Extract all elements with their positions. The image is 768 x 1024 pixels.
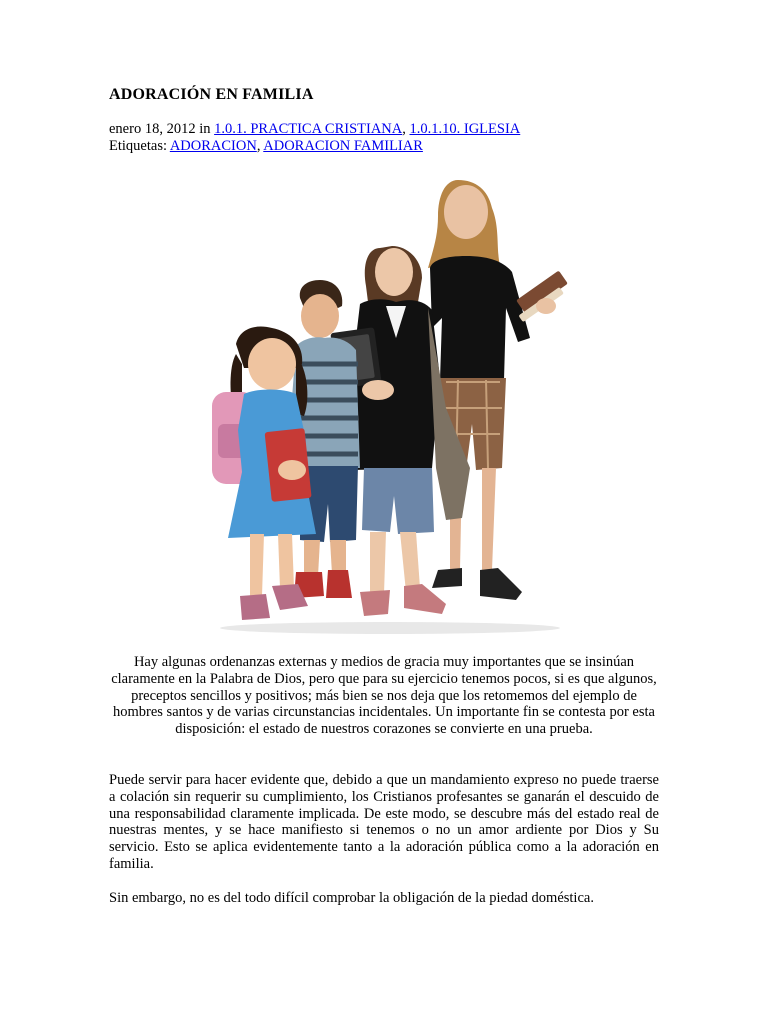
category-link-practica-cristiana[interactable]: 1.0.1. PRACTICA CRISTIANA <box>214 121 403 137</box>
date-text: enero 18, 2012 in <box>109 121 215 137</box>
date-line <box>109 121 520 138</box>
paragraph-2: Puede servir para hacer evidente que, debido a que un mandamiento expreso no puede traerse a colación sin requerir su cumplimiento, los Cristianos profesantes se ganarán el descuido de una responsabilidad claramente implicada. De este modo, se descubre más del estado real de nuestras mentes, y se hace manifiesto si tenemos o no un amor ardiente por Dios y Su servicio. Esto se aplica evidentemente tanto a la adoración pública como a la adoración en familia. <box>109 772 659 872</box>
paragraph-1: Hay algunas ordenanzas externas y medios de gracia muy importantes que se insinúan claramente en la Palabra de Dios, pero que para su ejercicio tenemos pocos, si es que algunos, preceptos sencillos y positivos; más bien se nos deja que los retomemos del ejemplo de hombres santos y de varias circunstancias incidentales. Un importante fin se contesta por esta disposición: el estado de nuestros corazones se convierte en una prueba. <box>111 654 657 738</box>
tags-label: Etiquetas: <box>109 138 170 154</box>
paragraph-3: Sin embargo, no es del todo difícil comprobar la obligación de la piedad doméstica. <box>109 890 594 906</box>
tags-line <box>109 138 520 155</box>
tag-separator: , <box>256 138 264 154</box>
tag-link-adoracion[interactable]: ADORACION <box>169 138 257 154</box>
children-photo <box>200 168 580 638</box>
tag-link-adoracion-familiar[interactable]: ADORACION FAMILIAR <box>263 138 423 154</box>
article-meta <box>109 121 520 155</box>
category-separator: , <box>402 121 410 137</box>
tall-girl-figure <box>428 180 568 600</box>
category-link-iglesia[interactable]: 1.0.1.10. IGLESIA <box>409 121 521 137</box>
article-title: ADORACIÓN EN FAMILIA <box>109 86 314 103</box>
